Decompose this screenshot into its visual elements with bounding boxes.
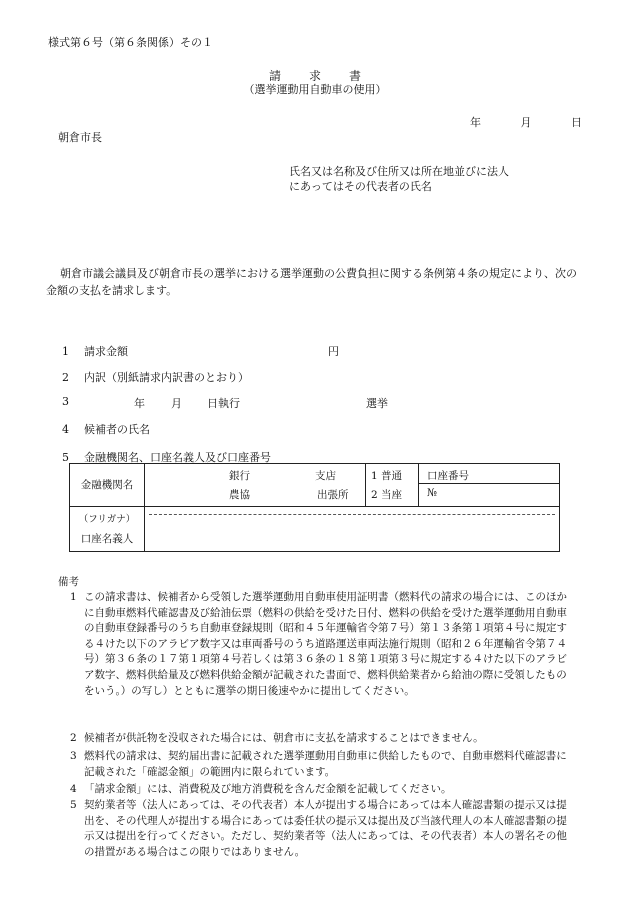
- document-title: 請求書: [268, 69, 389, 83]
- note-text: 契約業者等（法人にあっては、その代表者）本人が提出する場合にあっては本人確認書類の提示又は提出を、その代理人が提出する場合にあっては委任状の提示又は提出及び当該代理人の本人確認書類の提示又は提出を行ってください。ただし、契約業者等（法人にあっては、その代表者）本人の署名その他の措置がある場合はこの限りではありません。: [84, 799, 567, 858]
- election-suffix: 選挙: [366, 397, 388, 410]
- item-number: 5: [62, 451, 69, 464]
- agri-coop-label: 農協: [229, 489, 250, 501]
- note-1: [70, 590, 568, 699]
- office-label: 出張所: [317, 489, 349, 501]
- note-text: この請求書は、候補者から受領した選挙運動用自動車使用証明書（燃料代の請求の場合には、このほかに自動車燃料代確認書及び給油伝票（燃料の供給を受けた日付、燃料の供給を受けた選挙運動用自動車の自動車登録番号のうち自動車登録規則（昭和４５年運輸省令第７号）第１３条第１項第４号に規定する４けた以下のアラビア数字又は車両番号のうち道路運送車両法施行規則（昭和２６年運輸省令第７４号）第３６条の１７第１項第４号若しくは第３６条の１８第１項第３号に規定する４けた以下のアラビア数字、燃料供給量及び燃料供給金額が記載された書面で、燃料供給業者から給油の際に受領したものをいう。）の写し）とともに選挙の期日後速やかに提出してください。: [84, 591, 567, 697]
- note-number: 1: [70, 591, 77, 603]
- account-number-label: 口座番号: [427, 470, 469, 482]
- item-2: [62, 369, 249, 385]
- item-label: 請求金額: [84, 345, 128, 358]
- note-text: 候補者が供託物を没収された場合には、朝倉市に支払を請求することはできません。: [84, 732, 484, 744]
- account-type-field[interactable]: [366, 464, 419, 507]
- holder-label-cell: [70, 507, 145, 552]
- item-label: 金融機関名、口座名義人及び口座番号: [84, 451, 271, 464]
- request-statement: 朝倉市議会議員及び朝倉市長の選挙における選挙運動の公費負担に関する条例第４条の規定により、次の金額の支払を請求します。: [46, 267, 577, 297]
- branch-label: 支店: [315, 470, 336, 482]
- note-4: [70, 782, 568, 798]
- bank-label: 銀行: [229, 470, 250, 482]
- bank-account-table: [69, 463, 560, 552]
- institution-field[interactable]: [145, 464, 366, 507]
- notes-heading: 備考: [58, 576, 79, 588]
- number-mark: №: [427, 487, 437, 499]
- account-type-current: 2 当座: [371, 489, 403, 501]
- addressee: 朝倉市長: [58, 131, 102, 144]
- item-number: 1: [62, 345, 69, 358]
- furigana-label: （フリガナ）: [78, 513, 136, 525]
- note-text: 「請求金額」には、消費税及び地方消費税を含んだ金額を記載してください。: [84, 783, 452, 795]
- item-1: [62, 343, 128, 359]
- note-5: [70, 798, 568, 860]
- date-year: 年: [470, 116, 481, 129]
- date-line: [470, 114, 582, 130]
- account-holder-label: 口座名義人: [80, 532, 134, 545]
- item-number: 4: [62, 423, 69, 436]
- note-number: 5: [70, 799, 77, 811]
- item-label: 候補者の氏名: [84, 423, 150, 436]
- form-number: 様式第６号（第６条関係）その１: [48, 36, 213, 49]
- note-3: [70, 749, 568, 780]
- item-3-number: 3: [62, 395, 69, 408]
- note-number: 4: [70, 783, 77, 795]
- note-text: 燃料代の請求は、契約届出書に記載された選挙運動用自動車に供給したもので、自動車燃料代確認書に記載された「確認金額」の範囲内に限られています。: [84, 750, 567, 778]
- note-number: 3: [70, 750, 77, 762]
- item-number: 2: [62, 371, 69, 384]
- amount-unit: 円: [328, 345, 339, 358]
- date-month: 月: [520, 116, 532, 129]
- election-day: 日執行: [207, 397, 240, 410]
- election-year: 年: [134, 397, 145, 410]
- signature-label: 氏名又は名称及び住所又は所在地並びに法人にあってはその代表者の氏名: [289, 165, 509, 193]
- election-month: 月: [171, 397, 182, 410]
- account-number-field[interactable]: [419, 464, 560, 507]
- item-label: 内訳（別紙請求内訳書のとおり）: [84, 371, 249, 384]
- account-holder-field[interactable]: [145, 507, 560, 552]
- document-subtitle: （選挙運動用自動車の使用）: [243, 83, 387, 96]
- date-day: 日: [571, 116, 582, 129]
- institution-label: 金融機関名: [70, 464, 145, 507]
- note-number: 2: [70, 732, 77, 744]
- item-4: [62, 421, 150, 437]
- furigana-divider: [149, 514, 555, 515]
- note-2: [70, 731, 568, 747]
- account-type-ordinary: 1 普通: [371, 470, 403, 482]
